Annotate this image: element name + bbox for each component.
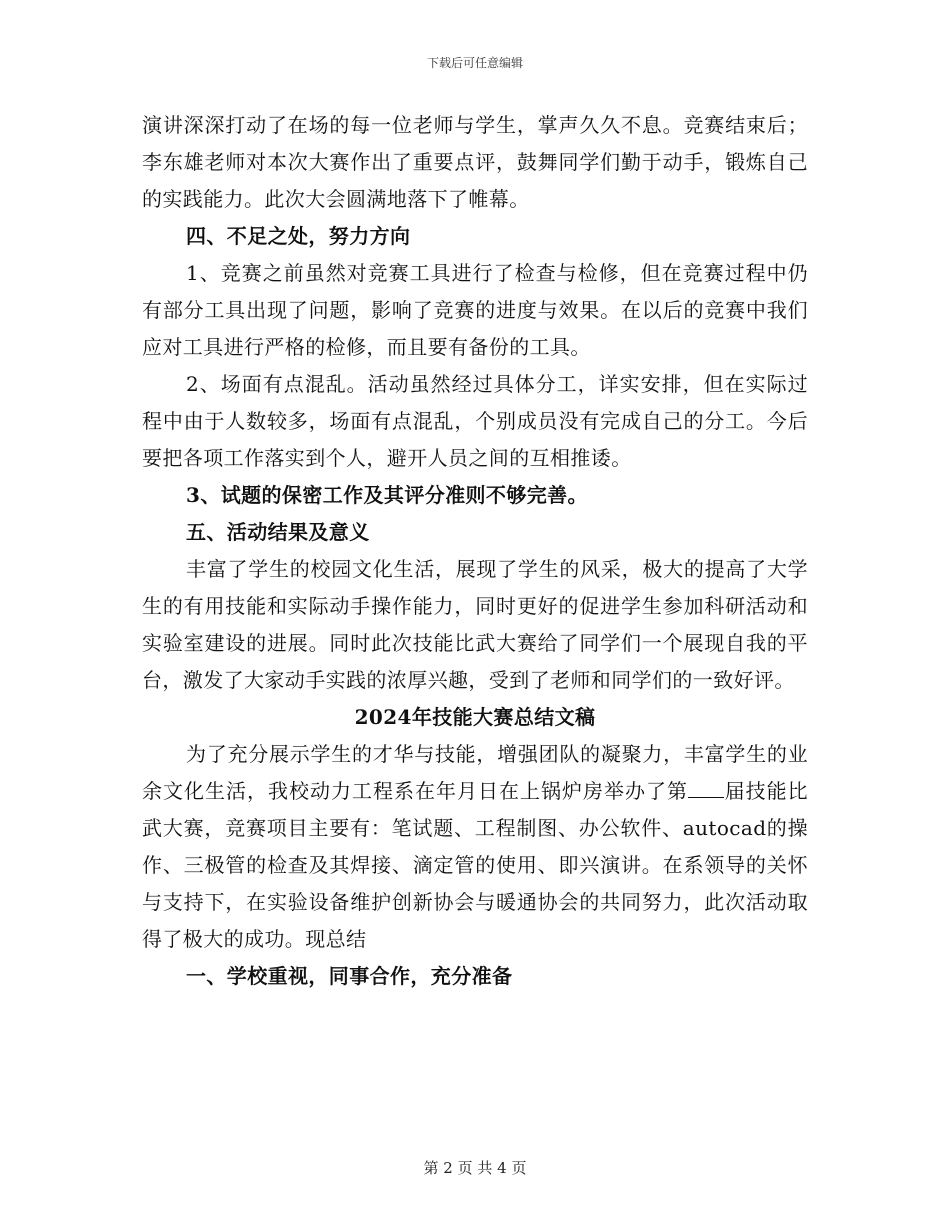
intro-text-part1: 为了充分展示学生的才华与技能，增强团队的凝聚力，丰富学生的业余文化生活，我校动力工程系在年月日在上锅炉房举办了第 bbox=[142, 742, 808, 803]
intro-text-part2: 届技能比武大赛，竞赛项目主要有：笔试题、工程制图、办公软件、autocad的操作、三极管的检查及其焊接、滴定管的使用、即兴演讲。在系领导的关怀与支持下，在实验设备维护创新协会与暖通协会的共同努力，此次活动取得了极大的成功。现总结 bbox=[142, 779, 808, 951]
paragraph-point-1: 1、竞赛之前虽然对竞赛工具进行了检查与检修，但在竞赛过程中仍有部分工具出现了问题，影响了竞赛的进度与效果。在以后的竞赛中我们应对工具进行严格的检修，而且要有备份的工具。 bbox=[142, 261, 808, 359]
section-heading-4: 四、不足之处，努力方向 bbox=[186, 224, 411, 248]
document-body bbox=[142, 107, 808, 995]
paragraph-continuation: 演讲深深打动了在场的每一位老师与学生，掌声久久不息。竞赛结束后；李东雄老师对本次大赛作出了重要点评，鼓舞同学们勤于动手，锻炼自己的实践能力。此次大会圆满地落下了帷幕。 bbox=[142, 113, 808, 211]
page-footer: 第 2 页 共 4 页 bbox=[423, 1159, 527, 1177]
document-title: 2024年技能大赛总结文稿 bbox=[354, 705, 596, 729]
section-heading-1: 一、学校重视，同事合作，充分准备 bbox=[186, 964, 513, 988]
page-header: 下载后可任意编辑 bbox=[426, 56, 523, 70]
paragraph-results: 丰富了学生的校园文化生活，展现了学生的风采，极大的提高了大学生的有用技能和实际动手操作能力，同时更好的促进学生参加科研活动和实验室建设的进展。同时此次技能比武大赛给了同学们一个展现自我的平台，激发了大家动手实践的浓厚兴趣，受到了老师和同学们的一致好评。 bbox=[142, 557, 808, 692]
paragraph-intro bbox=[142, 736, 808, 958]
paragraph-point-2: 2、场面有点混乱。活动虽然经过具体分工，详实安排，但在实际过程中由于人数较多，场面有点混乱，个别成员没有完成自己的分工。今后要把各项工作落实到个人，避开人员之间的互相推诿。 bbox=[142, 372, 808, 470]
blank-underline bbox=[688, 779, 724, 798]
section-heading-5: 五、活动结果及意义 bbox=[186, 520, 370, 544]
paragraph-point-3: 3、试题的保密工作及其评分准则不够完善。 bbox=[186, 483, 588, 507]
